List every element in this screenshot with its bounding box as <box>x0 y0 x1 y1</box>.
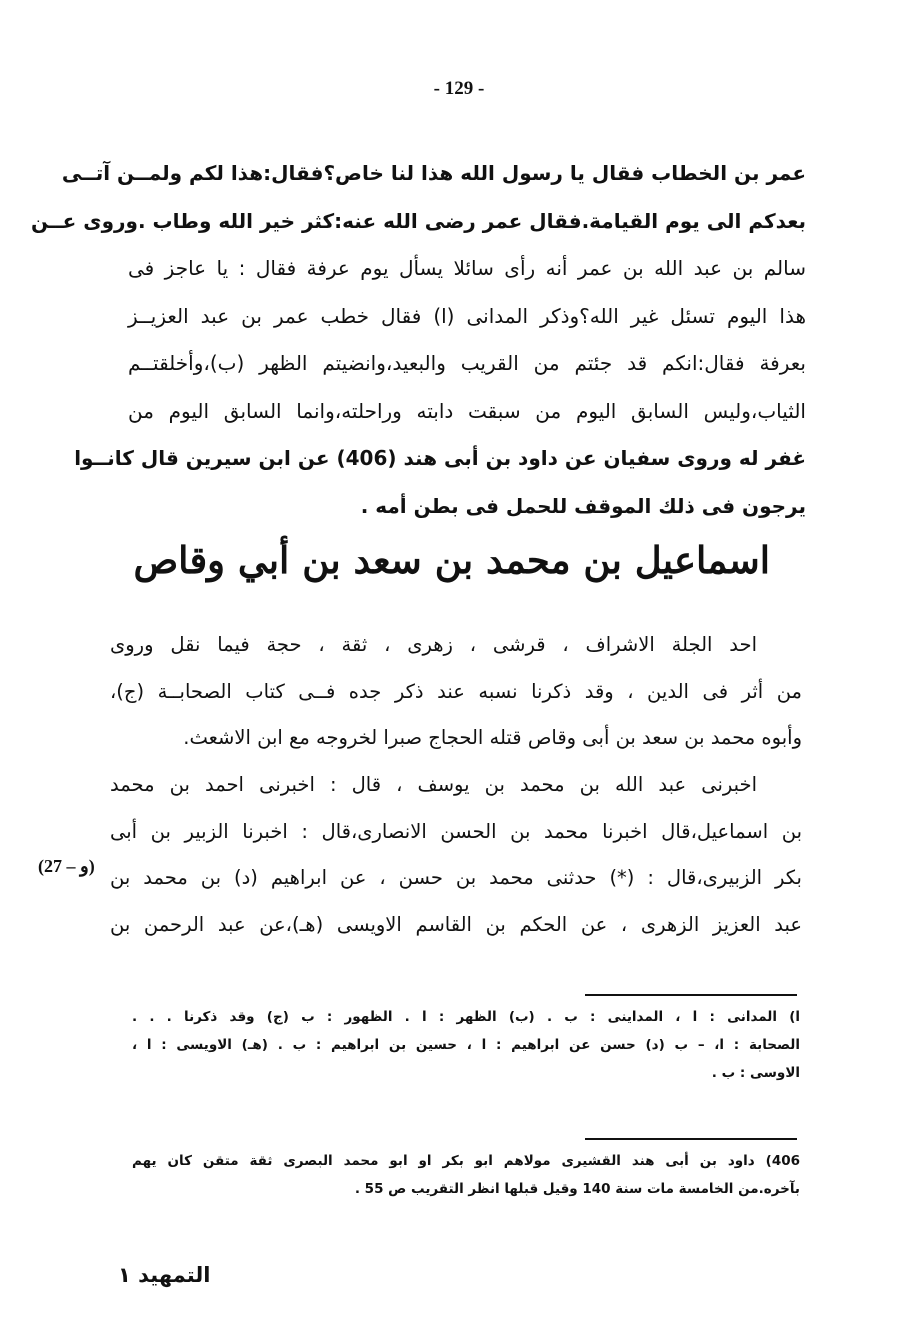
footnote-divider <box>585 994 797 996</box>
text-line: من أثر فى الدين ، وقد ذكرنا نسبه عند ذكر جده فــى كتاب الصحابــة (ج)، <box>110 679 802 703</box>
bio-paragraph <box>110 622 802 762</box>
text-line: وأبوه محمد بن سعد بن أبى وقاص قتله الحجاج صبرا لخروجه مع ابن الاشعث. <box>183 726 802 749</box>
text-line: بعدكم الى يوم القيامة.فقال عمر رضى الله عنه:كثر خير الله وطاب .وروى عــن <box>30 208 806 233</box>
text-line: هذا اليوم تسئل غير الله؟وذكر المدانى (ا) فقال خطب عمر بن عبد العزيــز <box>128 303 806 328</box>
text-line: عبد العزيز الزهرى ، عن الحكم بن القاسم الاويسى (هـ)،عن عبد الرحمن بن <box>110 912 802 936</box>
footnote-line: الاوسى : ب . <box>711 1065 800 1081</box>
text-line: احد الجلة الاشراف ، قرشى ، زهرى ، ثقة ، حجة فيما نقل وروى <box>110 633 757 656</box>
margin-note: (27 – و) <box>38 856 95 876</box>
footnote-line: الصحابة : ا، – ب (د) حسن عن ابراهيم : ا ، حسين بن ابراهيم : ب . (هـ) الاويسى : ا ، <box>132 1037 800 1053</box>
section-heading: اسماعيل بن محمد بن سعد بن أبي وقاص <box>133 538 770 582</box>
text-line: بعرفة فقال:انكم قد جئتم من القريب والبعيد،وانضيتم الظهر (ب)،وأخلقتــم <box>128 351 806 375</box>
text-line: بكر الزبيرى،قال : (*) حدثنى محمد بن حسن ، عن ابراهيم (د) بن محمد بن <box>110 866 802 889</box>
text-line: بن اسماعيل،قال اخبرنا محمد بن الحسن الانصارى،قال : اخبرنا الزبير بن أبى <box>110 819 802 843</box>
footnotes-variants <box>132 1003 800 1087</box>
text-line: غفر له وروى سفيان عن داود بن أبى هند (406) عن ابن سيرين قال كانــوا <box>74 446 806 470</box>
footnote-divider <box>585 1138 797 1140</box>
text-line: سالم بن عبد الله بن عمر أنه رأى سائلا يسأل يوم عرفة فقال : يا عاجز فى <box>128 256 806 280</box>
footnote-line: 406) داود بن أبى هند القشيرى مولاهم ابو بكر او ابو محمد البصرى ثقة متقن كان يهم <box>132 1153 800 1169</box>
isnad-paragraph <box>110 762 802 948</box>
footnote-line: بآخره.من الخامسة مات سنة 140 وقيل قبلها انظر التقريب ص 55 . <box>354 1181 800 1197</box>
footnotes-notes <box>132 1147 800 1203</box>
text-line: يرجون فى ذلك الموقف للحمل فى بطن أمه . <box>360 493 806 518</box>
intro-paragraph <box>30 150 806 530</box>
text-line: الثياب،وليس السابق اليوم من سبقت دابته وراحلته،وانما السابق اليوم من <box>128 398 806 423</box>
text-line: اخبرنى عبد الله بن محمد بن يوسف ، قال : اخبرنى احمد بن محمد <box>110 773 757 796</box>
page-number: - 129 - <box>433 78 485 99</box>
footnote-line: ا) المدانى : ا ، المداينى : ب . (ب) الظهر : ا . الظهور : ب (ج) وقد ذكرنا . . . <box>132 1009 800 1025</box>
text-line: عمر بن الخطاب فقال يا رسول الله هذا لنا خاص؟فقال:هذا لكم ولمــن آتــى <box>61 161 806 185</box>
signature-mark: التمهيد ١ <box>118 1263 211 1287</box>
